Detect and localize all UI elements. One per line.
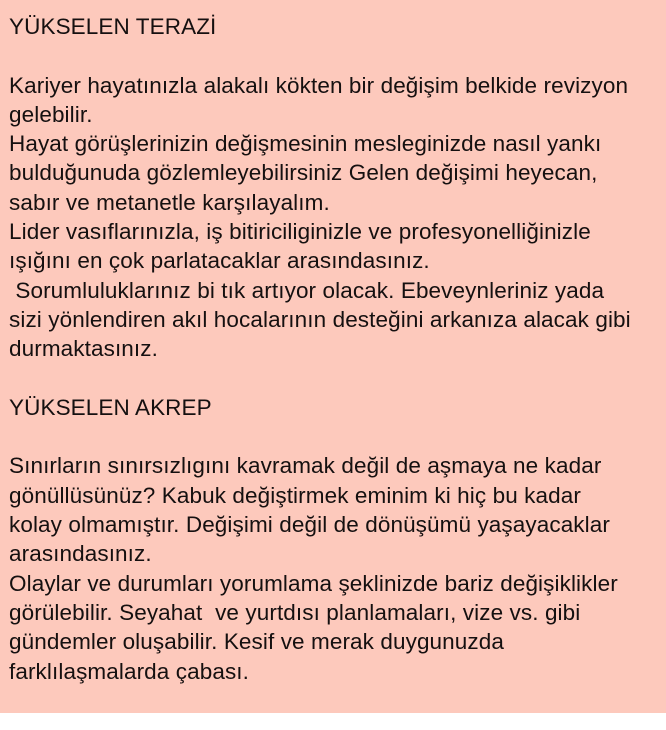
text-line: Olaylar ve durumları yorumlama şeklinizde bariz değişiklikler	[9, 570, 618, 596]
text-line: görülebilir. Seyahat ve yurtdısı planlamaları, vize vs. gibi	[9, 599, 581, 625]
text-line: sabır ve metanetle karşılayalım.	[9, 189, 330, 215]
section-body-terazi	[9, 71, 652, 364]
text-line: durmaktasınız.	[9, 336, 158, 362]
section-body-akrep	[9, 451, 652, 685]
text-line: farklılaşmalarda çabası.	[9, 658, 250, 684]
text-line: arasındasınız.	[9, 541, 152, 567]
text-line: Lider vasıflarınızla, iş bitiriciliginizle ve profesyonelliğinizle	[9, 219, 591, 245]
section-spacer	[9, 41, 652, 70]
text-line: bulduğunuda gözlemleyebilirsiniz Gelen değişimi heyecan,	[9, 160, 598, 186]
section-spacer	[9, 364, 652, 393]
text-line: sizi yönlendiren akıl hocalarının desteğini arkanıza alacak gibi	[9, 306, 631, 332]
text-line: Kariyer hayatınızla alakalı kökten bir değişim belkide revizyon	[9, 72, 629, 98]
text-line: Hayat görüşlerinizin değişmesinin mesleginizde nasıl yankı	[9, 131, 602, 157]
section-title-akrep: YÜKSELEN AKREP	[9, 394, 212, 420]
text-line: gönüllüsünüz? Kabuk değiştirmek eminim ki hiç bu kadar	[9, 482, 581, 508]
text-line: ışığını en çok parlatacaklar arasındasınız.	[9, 248, 430, 274]
text-line: gündemler oluşabilir. Kesif ve merak duygunuzda	[9, 629, 504, 655]
text-line: Sorumluluklarınız bi tık artıyor olacak. Ebeveynleriniz yada	[9, 277, 605, 303]
section-title-terazi: YÜKSELEN TERAZİ	[9, 14, 217, 39]
section-spacer	[9, 422, 652, 451]
text-line: kolay olmamıştır. Değişimi değil de dönüşümü yaşayacaklar	[9, 512, 610, 538]
text-line: gelebilir.	[9, 101, 93, 127]
text-line: Sınırların sınırsızlıgını kavramak değil de aşmaya ne kadar	[9, 453, 602, 479]
